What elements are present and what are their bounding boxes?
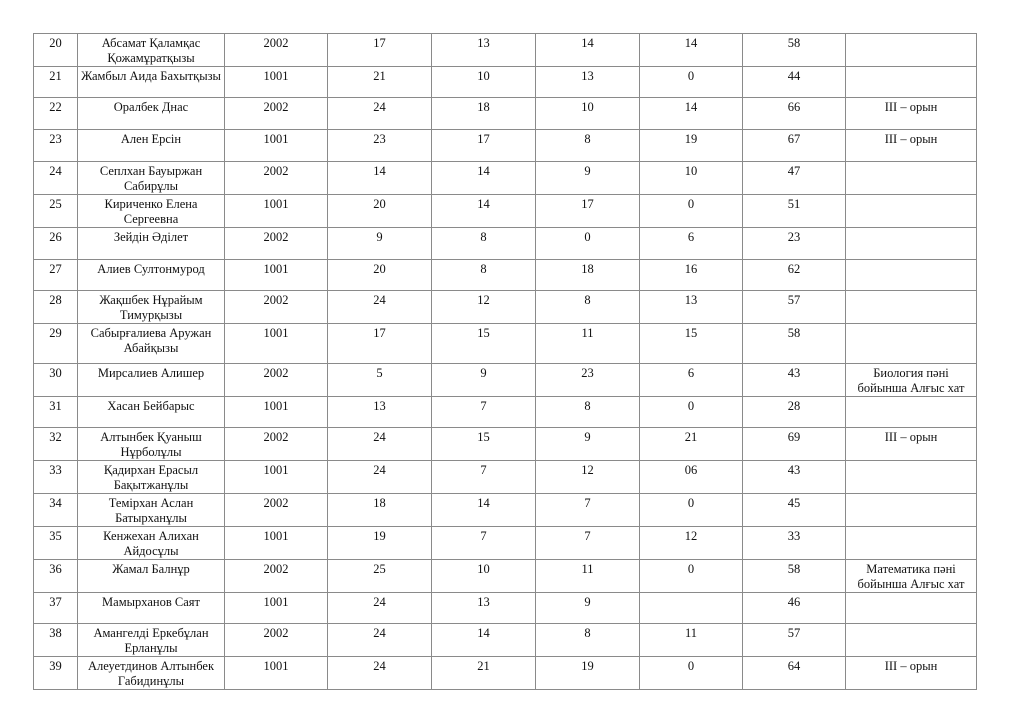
score-2: 15 — [432, 428, 536, 461]
variant-code: 2002 — [225, 624, 328, 657]
award-note — [846, 324, 977, 364]
variant-code: 1001 — [225, 527, 328, 560]
table-row — [34, 291, 977, 324]
variant-code: 1001 — [225, 461, 328, 494]
row-number: 35 — [34, 527, 78, 560]
variant-code: 1001 — [225, 593, 328, 624]
row-number: 27 — [34, 260, 78, 291]
score-3: 14 — [536, 34, 640, 67]
score-2: 14 — [432, 195, 536, 228]
variant-code: 2002 — [225, 162, 328, 195]
score-1: 20 — [328, 195, 432, 228]
student-name: Оралбек Днас — [78, 98, 225, 130]
table-row — [34, 593, 977, 624]
score-4: 10 — [640, 162, 743, 195]
variant-code: 2002 — [225, 34, 328, 67]
table-row — [34, 195, 977, 228]
row-number: 20 — [34, 34, 78, 67]
award-note — [846, 260, 977, 291]
variant-code: 2002 — [225, 228, 328, 260]
row-number: 32 — [34, 428, 78, 461]
variant-code: 2002 — [225, 560, 328, 593]
variant-code: 2002 — [225, 291, 328, 324]
score-3: 18 — [536, 260, 640, 291]
score-3: 17 — [536, 195, 640, 228]
student-name: Темірхан Аслан Батырханұлы — [78, 494, 225, 527]
student-name: Жамал Балнұр — [78, 560, 225, 593]
score-3: 9 — [536, 593, 640, 624]
score-4: 13 — [640, 291, 743, 324]
table-row — [34, 428, 977, 461]
score-1: 13 — [328, 397, 432, 428]
award-note — [846, 494, 977, 527]
score-2: 7 — [432, 527, 536, 560]
award-note — [846, 397, 977, 428]
row-number: 33 — [34, 461, 78, 494]
score-3: 7 — [536, 494, 640, 527]
total-score: 64 — [743, 657, 846, 690]
score-3: 8 — [536, 130, 640, 162]
score-1: 23 — [328, 130, 432, 162]
score-4 — [640, 593, 743, 624]
award-note — [846, 228, 977, 260]
score-4: 14 — [640, 34, 743, 67]
score-1: 24 — [328, 461, 432, 494]
score-4: 19 — [640, 130, 743, 162]
variant-code: 2002 — [225, 494, 328, 527]
score-2: 21 — [432, 657, 536, 690]
student-name: Жақшбек Нұрайым Тимурқызы — [78, 291, 225, 324]
score-2: 12 — [432, 291, 536, 324]
score-1: 21 — [328, 67, 432, 98]
student-name: Кириченко Елена Сергеевна — [78, 195, 225, 228]
score-1: 24 — [328, 657, 432, 690]
score-1: 17 — [328, 34, 432, 67]
score-1: 18 — [328, 494, 432, 527]
row-number: 37 — [34, 593, 78, 624]
student-name: Сабырғалиева Аружан Абайқызы — [78, 324, 225, 364]
student-name: Алиев Султонмурод — [78, 260, 225, 291]
student-name: Қадирхан Ерасыл Бақытжанұлы — [78, 461, 225, 494]
table-row — [34, 228, 977, 260]
table-row — [34, 624, 977, 657]
score-2: 13 — [432, 593, 536, 624]
student-name: Жамбыл Аида Бахытқызы — [78, 67, 225, 98]
score-2: 10 — [432, 560, 536, 593]
total-score: 45 — [743, 494, 846, 527]
score-1: 25 — [328, 560, 432, 593]
award-note — [846, 67, 977, 98]
table-body — [34, 34, 977, 690]
score-2: 7 — [432, 461, 536, 494]
score-4: 11 — [640, 624, 743, 657]
score-4: 21 — [640, 428, 743, 461]
variant-code: 2002 — [225, 428, 328, 461]
award-note: Биология пәні бойынша Алғыс хат — [846, 364, 977, 397]
score-3: 10 — [536, 98, 640, 130]
score-2: 18 — [432, 98, 536, 130]
total-score: 57 — [743, 624, 846, 657]
student-name: Мирсалиев Алишер — [78, 364, 225, 397]
total-score: 44 — [743, 67, 846, 98]
score-4: 06 — [640, 461, 743, 494]
student-name: Абсамат Қаламқас Қожамұратқызы — [78, 34, 225, 67]
total-score: 69 — [743, 428, 846, 461]
score-1: 9 — [328, 228, 432, 260]
row-number: 22 — [34, 98, 78, 130]
table-row — [34, 260, 977, 291]
total-score: 28 — [743, 397, 846, 428]
score-4: 0 — [640, 195, 743, 228]
award-note — [846, 624, 977, 657]
award-note — [846, 461, 977, 494]
score-1: 24 — [328, 428, 432, 461]
score-4: 16 — [640, 260, 743, 291]
student-name: Хасан Бейбарыс — [78, 397, 225, 428]
score-3: 9 — [536, 428, 640, 461]
total-score: 51 — [743, 195, 846, 228]
score-1: 5 — [328, 364, 432, 397]
score-1: 24 — [328, 593, 432, 624]
score-2: 8 — [432, 228, 536, 260]
score-2: 17 — [432, 130, 536, 162]
variant-code: 1001 — [225, 260, 328, 291]
table-row — [34, 494, 977, 527]
score-3: 19 — [536, 657, 640, 690]
score-1: 24 — [328, 624, 432, 657]
score-3: 8 — [536, 624, 640, 657]
score-4: 6 — [640, 364, 743, 397]
table-row — [34, 162, 977, 195]
variant-code: 1001 — [225, 324, 328, 364]
row-number: 28 — [34, 291, 78, 324]
score-3: 8 — [536, 397, 640, 428]
score-2: 15 — [432, 324, 536, 364]
score-3: 8 — [536, 291, 640, 324]
row-number: 31 — [34, 397, 78, 428]
score-2: 14 — [432, 494, 536, 527]
table-row — [34, 527, 977, 560]
table-row — [34, 98, 977, 130]
score-1: 24 — [328, 98, 432, 130]
award-note — [846, 527, 977, 560]
total-score: 58 — [743, 34, 846, 67]
score-4: 12 — [640, 527, 743, 560]
score-2: 8 — [432, 260, 536, 291]
row-number: 25 — [34, 195, 78, 228]
total-score: 33 — [743, 527, 846, 560]
score-1: 20 — [328, 260, 432, 291]
table-row — [34, 397, 977, 428]
row-number: 36 — [34, 560, 78, 593]
variant-code: 1001 — [225, 130, 328, 162]
total-score: 66 — [743, 98, 846, 130]
score-3: 23 — [536, 364, 640, 397]
student-name: Ален Ерсін — [78, 130, 225, 162]
row-number: 30 — [34, 364, 78, 397]
student-name: Амангелді Еркебұлан Ерланұлы — [78, 624, 225, 657]
table-row — [34, 324, 977, 364]
table-row — [34, 34, 977, 67]
total-score: 46 — [743, 593, 846, 624]
student-name: Алтынбек Қуаныш Нұрболұлы — [78, 428, 225, 461]
score-1: 17 — [328, 324, 432, 364]
student-name: Мамырханов Саят — [78, 593, 225, 624]
total-score: 43 — [743, 364, 846, 397]
student-name: Алеуетдинов Алтынбек Габидинұлы — [78, 657, 225, 690]
score-2: 10 — [432, 67, 536, 98]
score-4: 6 — [640, 228, 743, 260]
row-number: 39 — [34, 657, 78, 690]
score-3: 11 — [536, 324, 640, 364]
score-4: 14 — [640, 98, 743, 130]
award-note — [846, 34, 977, 67]
student-name: Сеплхан Бауыржан Сабирұлы — [78, 162, 225, 195]
score-4: 0 — [640, 560, 743, 593]
table-row — [34, 461, 977, 494]
score-4: 0 — [640, 494, 743, 527]
row-number: 23 — [34, 130, 78, 162]
total-score: 23 — [743, 228, 846, 260]
score-2: 7 — [432, 397, 536, 428]
total-score: 57 — [743, 291, 846, 324]
award-note: III – орын — [846, 428, 977, 461]
score-1: 24 — [328, 291, 432, 324]
score-3: 0 — [536, 228, 640, 260]
table-row — [34, 130, 977, 162]
award-note: Математика пәні бойынша Алғыс хат — [846, 560, 977, 593]
variant-code: 2002 — [225, 98, 328, 130]
variant-code: 1001 — [225, 67, 328, 98]
score-3: 9 — [536, 162, 640, 195]
row-number: 24 — [34, 162, 78, 195]
score-4: 0 — [640, 67, 743, 98]
total-score: 67 — [743, 130, 846, 162]
table-row — [34, 67, 977, 98]
student-name: Зейдін Әділет — [78, 228, 225, 260]
score-3: 7 — [536, 527, 640, 560]
score-4: 15 — [640, 324, 743, 364]
table-row — [34, 560, 977, 593]
row-number: 34 — [34, 494, 78, 527]
table-row — [34, 364, 977, 397]
row-number: 38 — [34, 624, 78, 657]
award-note: III – орын — [846, 657, 977, 690]
score-1: 14 — [328, 162, 432, 195]
score-2: 14 — [432, 624, 536, 657]
total-score: 58 — [743, 560, 846, 593]
table-row — [34, 657, 977, 690]
award-note — [846, 195, 977, 228]
variant-code: 1001 — [225, 657, 328, 690]
total-score: 58 — [743, 324, 846, 364]
row-number: 21 — [34, 67, 78, 98]
row-number: 29 — [34, 324, 78, 364]
award-note — [846, 593, 977, 624]
total-score: 62 — [743, 260, 846, 291]
award-note — [846, 291, 977, 324]
score-2: 14 — [432, 162, 536, 195]
variant-code: 2002 — [225, 364, 328, 397]
results-table — [33, 33, 977, 690]
row-number: 26 — [34, 228, 78, 260]
score-3: 12 — [536, 461, 640, 494]
score-4: 0 — [640, 657, 743, 690]
award-note: III – орын — [846, 98, 977, 130]
award-note: III – орын — [846, 130, 977, 162]
score-4: 0 — [640, 397, 743, 428]
student-name: Кенжехан Алихан Айдосұлы — [78, 527, 225, 560]
award-note — [846, 162, 977, 195]
variant-code: 1001 — [225, 195, 328, 228]
score-2: 13 — [432, 34, 536, 67]
score-2: 9 — [432, 364, 536, 397]
score-3: 13 — [536, 67, 640, 98]
score-3: 11 — [536, 560, 640, 593]
total-score: 47 — [743, 162, 846, 195]
variant-code: 1001 — [225, 397, 328, 428]
total-score: 43 — [743, 461, 846, 494]
score-1: 19 — [328, 527, 432, 560]
